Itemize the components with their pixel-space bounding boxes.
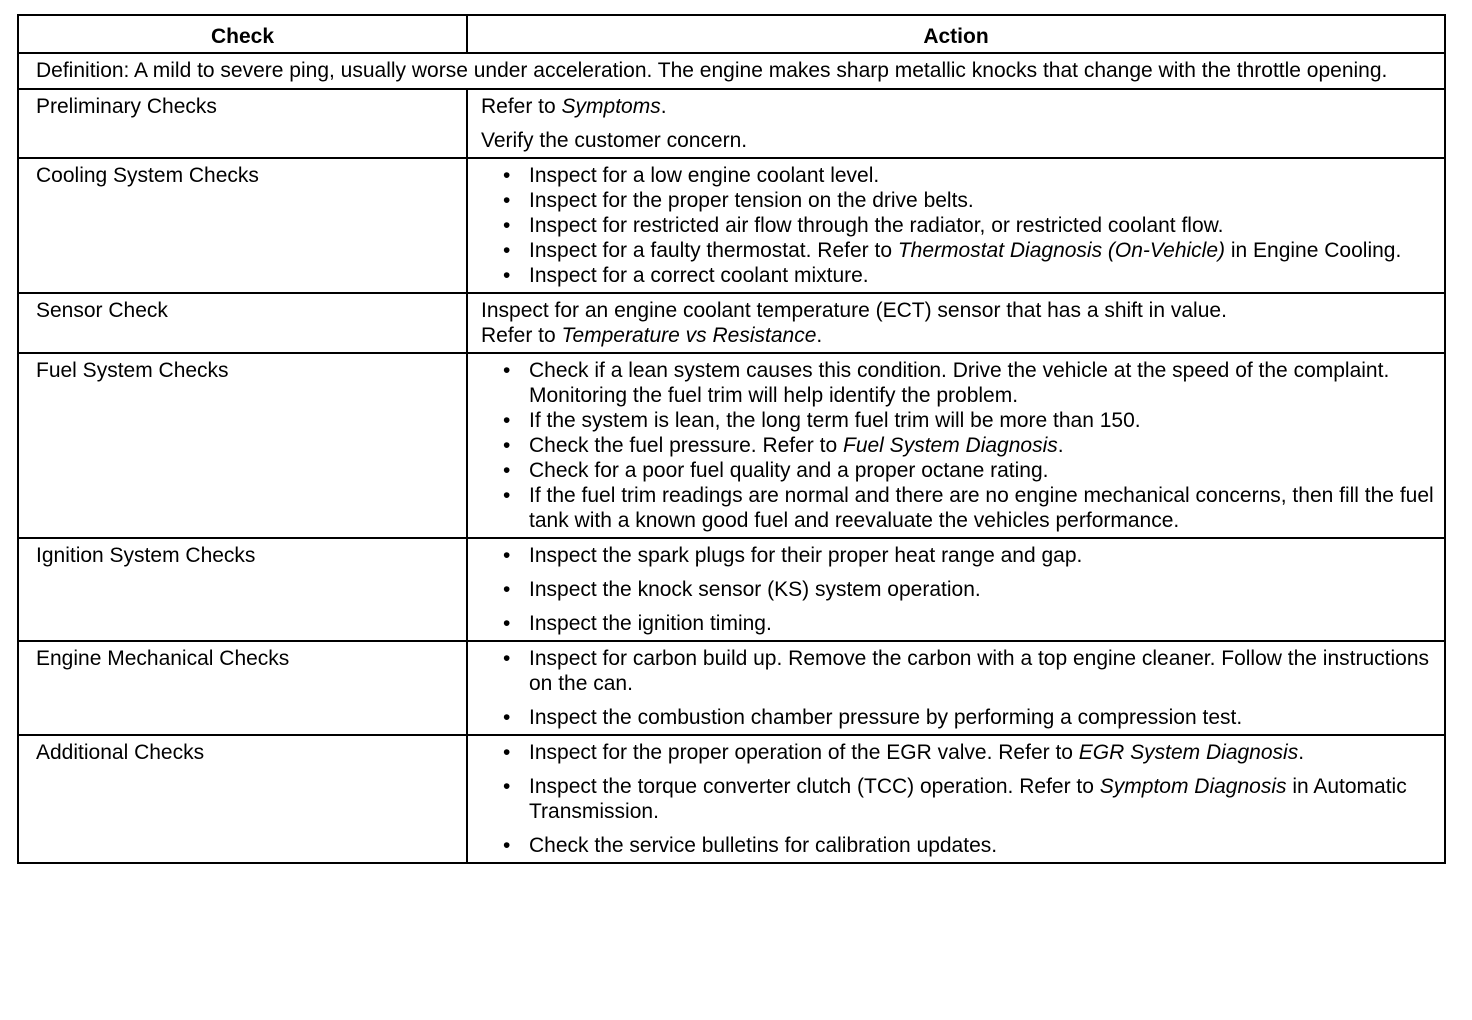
bullet-item: • Check if a lean system causes this condition. Drive the vehicle at the speed of the complaint. Monitoring the fuel trim will help identify the problem. [481,358,1434,408]
action-line: Verify the customer concern. [481,129,748,152]
table-header-row [18,15,1445,53]
bullet-item: • Inspect for a faulty thermostat. Refer to Thermostat Diagnosis (On-Vehicle) in Engine Cooling. [481,238,1434,263]
table-row [18,353,1445,538]
bullet-item: • Inspect the combustion chamber pressure by performing a compression test. [481,705,1434,730]
action-cell [467,641,1445,735]
bullet-item: • Inspect for carbon build up. Remove the carbon with a top engine cleaner. Follow the instructions on the can. [481,646,1434,696]
action-cell [467,538,1445,641]
definition-text: Definition: A mild to severe ping, usually worse under acceleration. The engine makes sharp metallic knocks that change with the throttle opening. [18,53,1445,89]
check-column-header: Check [18,15,467,53]
check-label: Preliminary Checks [18,89,467,158]
bullet-item: • Inspect the spark plugs for their proper heat range and gap. [481,543,1434,568]
bullet-item: • Inspect the torque converter clutch (TCC) operation. Refer to Symptom Diagnosis in Automatic Transmission. [481,774,1434,824]
check-label: Sensor Check [18,293,467,353]
bullet-item: • Check for a poor fuel quality and a proper octane rating. [481,458,1434,483]
bullet-item: • Inspect for a correct coolant mixture. [481,263,1434,288]
table-row [18,538,1445,641]
action-cell [467,293,1445,353]
bullet-item: • Inspect for the proper tension on the drive belts. [481,188,1434,213]
action-cell [467,89,1445,158]
bullet-item: • Check the fuel pressure. Refer to Fuel System Diagnosis. [481,433,1434,458]
table-row [18,158,1445,293]
bullet-item: • Check the service bulletins for calibration updates. [481,833,1434,858]
bullet-item: • Inspect for the proper operation of the EGR valve. Refer to EGR System Diagnosis. [481,740,1434,765]
table-row [18,89,1445,158]
definition-row [18,53,1445,89]
check-label: Fuel System Checks [18,353,467,538]
check-label: Ignition System Checks [18,538,467,641]
check-label: Additional Checks [18,735,467,863]
bullet-item: • Inspect for restricted air flow through the radiator, or restricted coolant flow. [481,213,1434,238]
check-label: Engine Mechanical Checks [18,641,467,735]
table-row [18,641,1445,735]
action-line: Inspect for an engine coolant temperature (ECT) sensor that has a shift in value. [481,299,1227,322]
table-row [18,293,1445,353]
action-line: Refer to Temperature vs Resistance. [481,324,823,347]
diagnostic-table [17,14,1446,864]
bullet-item: • Inspect for a low engine coolant level. [481,163,1434,188]
action-line: Refer to Symptoms. [481,95,667,118]
bullet-item: • Inspect the ignition timing. [481,611,1434,636]
action-cell [467,158,1445,293]
bullet-item: • Inspect the knock sensor (KS) system operation. [481,577,1434,602]
action-column-header: Action [467,15,1445,53]
action-cell [467,735,1445,863]
action-cell [467,353,1445,538]
bullet-item: • If the system is lean, the long term fuel trim will be more than 150. [481,408,1434,433]
table-row [18,735,1445,863]
bullet-item: • If the fuel trim readings are normal and there are no engine mechanical concerns, then fill the fuel tank with a known good fuel and reevaluate the vehicles performance. [481,483,1434,533]
check-label: Cooling System Checks [18,158,467,293]
